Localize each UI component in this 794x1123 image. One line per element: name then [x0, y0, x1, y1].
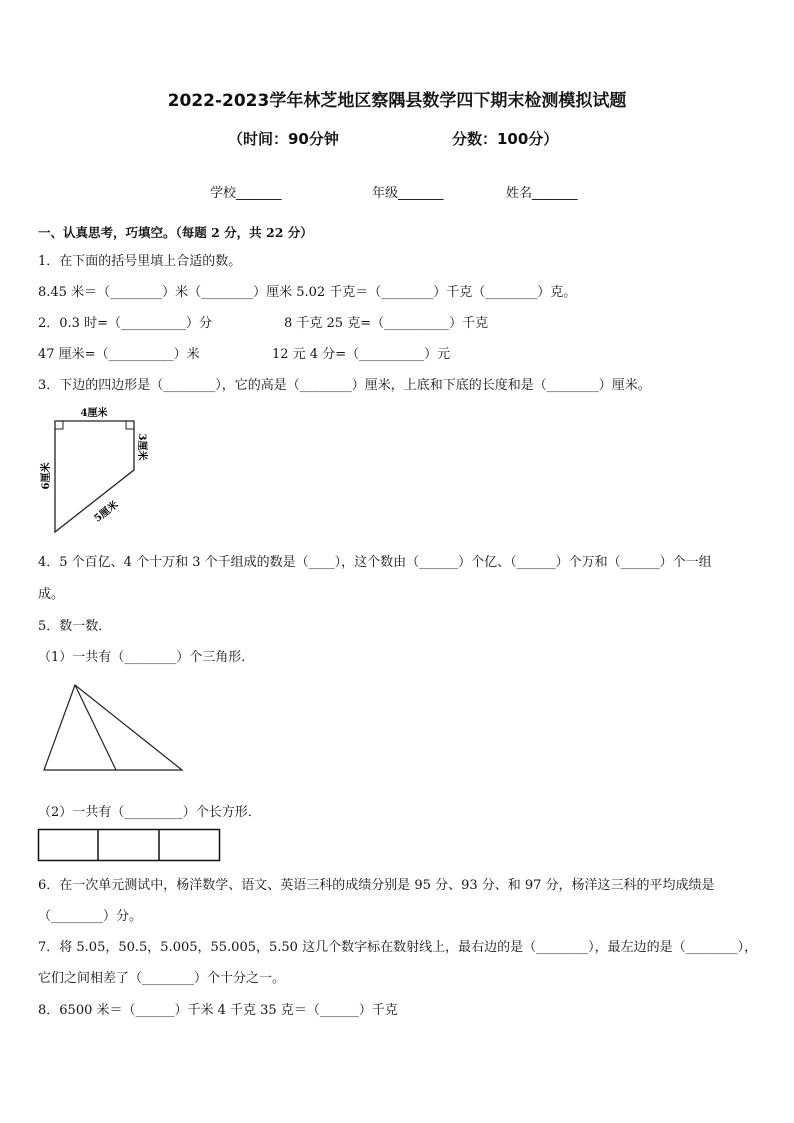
label-right: 3厘米	[136, 433, 147, 461]
label-bottom: 5厘米	[92, 499, 121, 525]
question-1-line: 8.45 米＝（________）米（________）厘米 5.02 千克＝（________）千克（________）克。	[38, 285, 577, 300]
trapezoid-figure	[30, 400, 160, 540]
question-7a: 7．将 5.05，50.5，5.005，55.005，5.50 这几个数字标在数射线上，最右边的是（________），最左边的是（________），	[38, 940, 758, 955]
question-2b: 8 千克 25 克=（__________）千克	[284, 316, 489, 331]
question-8: 8．6500 米＝（______）千米 4 千克 35 克＝（______）千克	[38, 1003, 398, 1018]
right-angle-mark-right	[126, 421, 134, 429]
question-5-2: （2）一共有（_________）个长方形．	[38, 805, 261, 820]
question-5-1: （1）一共有（________）个三角形．	[38, 650, 255, 665]
exam-score: 分数：100分）	[452, 130, 559, 148]
triangle-figure	[40, 680, 190, 776]
question-5-stem: 5．数一数．	[38, 619, 112, 634]
outer-rectangle	[39, 830, 220, 861]
question-2c: 47 厘米=（__________）米	[38, 347, 200, 362]
right-angle-mark-left	[55, 421, 63, 429]
question-1-stem: 1．在下面的括号里填上合适的数。	[38, 254, 242, 269]
outer-triangle	[44, 685, 182, 770]
section-heading: 一、认真思考，巧填空。（每题 2 分，共 22 分）	[38, 225, 313, 240]
page-title: 2022-2023学年林芝地区察隅县数学四下期末检测模拟试题	[167, 91, 627, 111]
question-7b: 它们之间相差了（________）个十分之一。	[38, 971, 286, 986]
rectangles-figure	[37, 828, 223, 864]
name-field: 姓名_______	[506, 186, 578, 201]
question-4a: 4．5 个百亿、4 个十万和 3 个千组成的数是（____），这个数由（______）个亿、（______）个万和（______）个一组	[38, 555, 712, 570]
label-top: 4厘米	[80, 408, 108, 419]
question-6a: 6．在一次单元测试中，杨洋数学、语文、英语三科的成绩分别是 95 分、93 分、和 97 分，杨洋这三科的平均成绩是	[38, 878, 715, 893]
question-2a: 2．0.3 时=（__________）分	[38, 316, 212, 331]
question-4b: 成。	[38, 587, 65, 602]
grade-field: 年级_______	[372, 186, 444, 201]
exam-time: （时间：90分钟	[228, 130, 339, 148]
school-field: 学校_______	[210, 186, 282, 201]
label-left: 6厘米	[41, 462, 52, 490]
question-6b: （________）分。	[38, 909, 143, 924]
question-3: 3．下边的四边形是（________），它的高是（________）厘米，上底和下底的长度和是（________）厘米。	[38, 378, 651, 393]
question-2d: 12 元 4 分=（__________）元	[272, 347, 451, 362]
inner-segment	[75, 685, 116, 770]
